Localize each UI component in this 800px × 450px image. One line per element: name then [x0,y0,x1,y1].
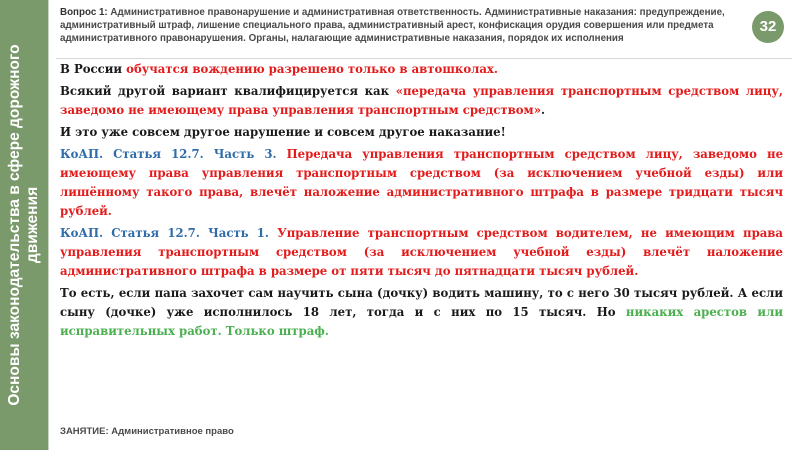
p4-article-ref: КоАП. Статья 12.7. Часть 3. [60,147,277,161]
p1-highlight: обучатся вождению разрешено только в автошколах. [126,62,498,76]
sidebar-title: Основы законодательства в сфере дорожного движения [6,44,41,406]
p6-text: То есть, если папа захочет сам научить сына (дочку) водить машину, то с него 30 тысяч рублей. А если сыну (дочке) уже исполнилось 18 лет, тогда и с них по 15 тысяч. Но [60,286,783,319]
slide-content [60,60,783,344]
sidebar [0,0,49,450]
p6-highlight: никаких арестов или исправительных работ. Только штраф. [60,305,783,338]
paragraph-2 [60,82,783,120]
question-header [60,6,740,45]
p4-article-text: Передача управления транспортным средством лицу, заведомо не имеющему права управления транспортным средством (за исключением учебной езды) или лишённому такого права, влечёт наложение административного штрафа в размере тридцати тысяч рублей. [60,147,784,218]
paragraph-1 [60,60,783,79]
footer-lesson-label: ЗАНЯТИЕ: Административное право [60,426,234,437]
p5-article-text: Управление транспортным средством водителем, не имеющим права управления транспортным средством (за исключением учебной езды) влечёт наложение административного штрафа в размере от пяти тысяч до пятнадцати тысяч рублей. [60,226,784,278]
p5-article-ref: КоАП. Статья 12.7. Часть 1. [60,226,270,240]
paragraph-4 [60,145,783,221]
slide-number-badge: 32 [752,11,784,43]
question-text: Административное правонарушение и административная ответственность. Административные наказания: предупреждение, административный штраф, лишение специального права, административный арест, конфискация орудия совершения или предмета административного правонарушения. Органы, налагающие административные наказания, порядок их исполнения [60,7,725,44]
header-divider [56,58,792,59]
paragraph-5 [60,224,783,281]
p1-text: В России [60,62,127,76]
p2-highlight: «передача управления транспортным средством лицу, заведомо не имеющему права управления транспортным средством» [60,84,783,117]
question-label: Вопрос 1: [60,7,108,18]
p2-end: . [541,103,546,117]
paragraph-3 [60,123,783,142]
paragraph-6 [60,284,783,341]
p2-text: Всякий другой вариант квалифицируется как [60,84,396,98]
p3-text: И это уже совсем другое нарушение и совсем другое наказание! [60,125,506,139]
